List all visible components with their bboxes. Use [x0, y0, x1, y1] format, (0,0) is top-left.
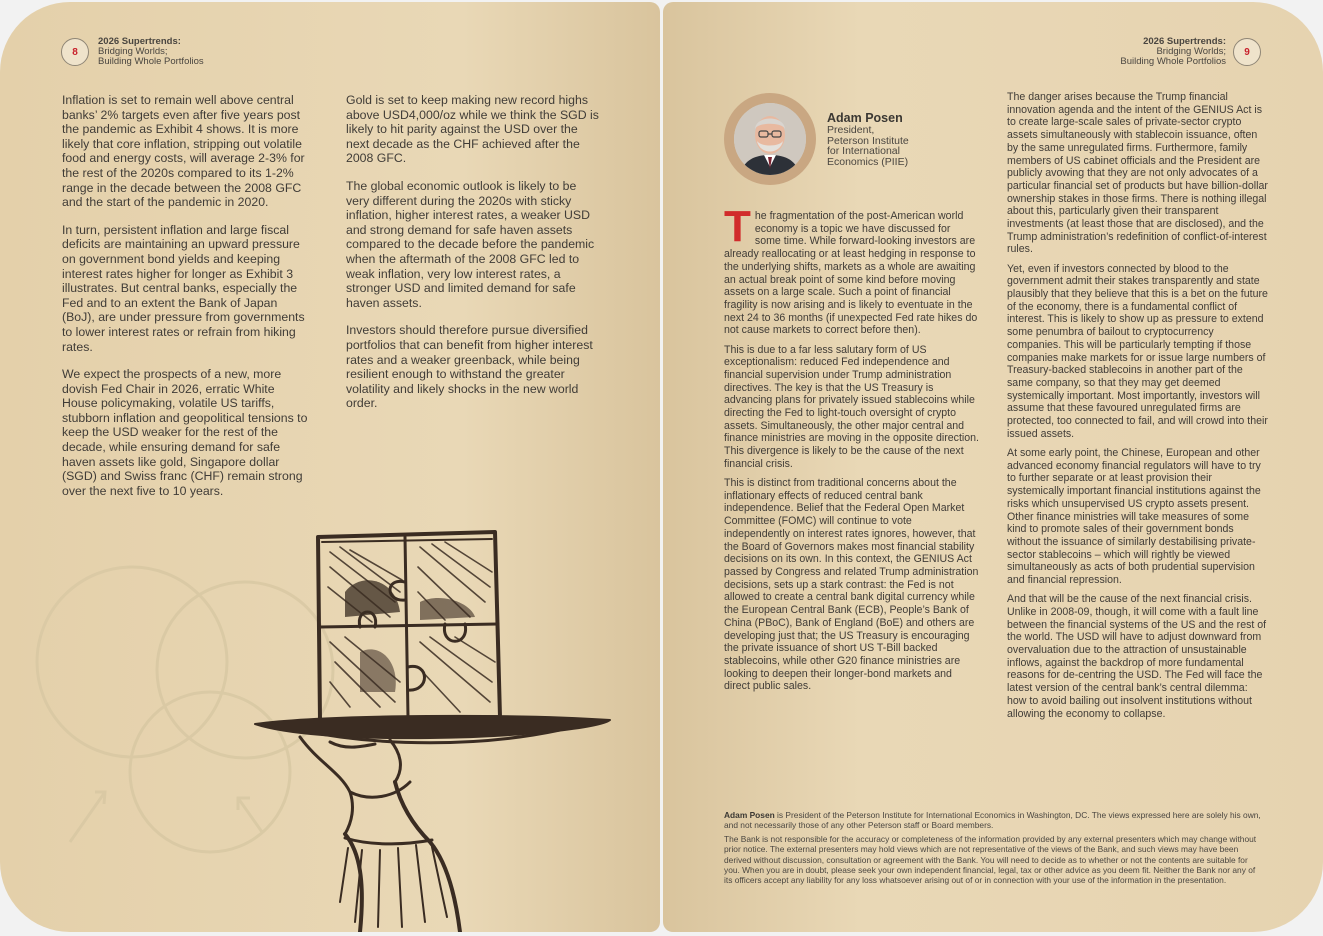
author-role-line: for International: [827, 145, 900, 157]
paragraph: Inflation is set to remain well above central banks’ 2% targets even after five years post the pandemic as Exhibit 4 shows. It is more likely that core inflation, stripping out volatile food and energy costs, will average 2-3% for the rest of the 2020s compared to its 1-2% range in the decade between the 2008 GFC and the start of the pandemic in 2020.: [62, 93, 305, 210]
author-role-line: Peterson Institute: [827, 134, 909, 147]
header-title: 2026 Supertrends:: [1143, 36, 1226, 47]
left-page: [0, 2, 660, 932]
paragraph: This is due to a far less salutary form of US exceptionalism: reduced Fed independence and financial supervision under Trump administration directives. The key is that the US Treasury is advancing plans for privately issued stablecoins while directing the Fed to light-touch oversight of crypto assets. Simultaneously, the other major central and finance ministries are moving in the opposite direction. This divergence is likely to be the cause of the next financial crisis.: [724, 343, 979, 470]
author-role-line: President,: [827, 124, 875, 136]
paragraph: [724, 202, 979, 337]
author-role: [827, 125, 909, 167]
page-number: 9: [1233, 38, 1261, 66]
drop-cap: T: [724, 202, 751, 251]
author-bio-name: Adam Posen: [724, 810, 775, 820]
header-line: Building Whole Portfolios: [98, 56, 204, 67]
disclaimer: The Bank is not responsible for the accuracy or completeness of the information provided by any external presenters which may change without prior notice. The external presenters may hold views which are not representative of the views of the Bank, and such views may have been derived without discussion, consultation or agreement with the Bank. You will need to decide as to whether or not the contents are suitable for you. When you are in doubt, please seek your own independent financial, legal, tax or other advice as you deem fit. Neither the Bank nor any of its officers accept any liability for any loss whatsoever arising out of or in connection with your use of the information in the presentation.: [724, 833, 1257, 886]
author-role-line: Economics (PIIE): [827, 155, 909, 168]
header-title: 2026 Supertrends:: [98, 36, 181, 47]
paragraph-text: he fragmentation of the post-American world economy is a topic we have discussed for some time. While forward-looking investors are already reallocating or at least hedging in response to the underlying shifts, markets as a whole are awaiting an actual break point of some kind before moving assets on a large scale. Such a point of financial fragility is now arising and is likely to eventuate in the next 24 to 36 months (if unexpected Fed rate hikes do not cause markets to correct before then).: [724, 210, 978, 337]
header-line: Bridging Worlds;: [1156, 46, 1226, 57]
person-icon: [734, 103, 806, 175]
author-name: Adam Posen: [827, 111, 903, 125]
article-column-2: [1007, 91, 1269, 727]
running-header: [98, 37, 204, 67]
author-bio: [724, 810, 1264, 831]
header-line: Building Whole Portfolios: [1120, 56, 1226, 67]
paragraph: Gold is set to keep making new record highs above USD4,000/oz while we think the SGD is likely to hit parity against the USD over the next decade as the CHF achieved after the 2008 GFC.: [346, 93, 599, 166]
paragraph: This is distinct from traditional concerns about the inflationary effects of reduced central bank independence. Belief that the Federal Open Market Committee (FOMC) will continue to vote independently on interest rates ignores, however, that the Board of Governors makes most financial stability decisions on its own. In this context, the GENIUS Act passed by Congress and related Trump administration decisions, sets up a stark contrast: the Fed is not allowed to create a central bank digital currency while the European Central Bank (ECB), People’s Bank of China (PBoC), Bank of England (BoE) and others are developing just that; the US Treasury is encouraging the private issuance of short US T-Bill backed stablecoins, while other G20 finance ministries are looking to deepen their longer-bond markets and direct public sales.: [724, 477, 979, 693]
paragraph: At some early point, the Chinese, European and other advanced economy financial regulators will have to try to further separate or at least provision their systemically important financial institutions against the risks which unsupervised US crypto assets present. Other finance ministries will take measures of some kind to promote sales of their government bonds without the issuance of similarly destabilising private-sector stablecoins – which will rightly be viewed simultaneously as acts of both prudential supervision and financial repression.: [1007, 446, 1261, 587]
paragraph: We expect the prospects of a new, more dovish Fed Chair in 2026, erratic White House policymaking, volatile US tariffs, stubborn inflation and geopolitical tensions to keep the USD weaker for the rest of the decade, while ensuring demand for safe haven assets like gold, Singapore dollar (SGD) and Swiss franc (CHF) remain strong over the next five to 10 years.: [62, 367, 308, 498]
article-column-1: [724, 202, 979, 700]
text-column-1: [62, 93, 312, 511]
page-number: 8: [61, 38, 89, 66]
author-portrait: [724, 93, 816, 185]
paragraph: The danger arises because the Trump financial innovation agenda and the intent of the GENIUS Act is to create large-scale sales of private-sector crypto assets simultaneously with stablecoin issuance, often by the same unregulated firms. Furthermore, family members of US cabinet officials and the President are publicly avowing that they are not only advocates of a particular financial set of products but have billion-dollar ownership stakes in those firms. There is nothing illegal about this, particularly given their transparent investments (at least those that are disclosed), and the Trump administration’s redefinition of conflict-of-interest rules.: [1007, 91, 1268, 256]
paragraph: Investors should therefore pursue diversified portfolios that can benefit from higher interest rates and a weaker greenback, while being resilient enough to withstand the greater volatility and likely shocks in the new world order.: [346, 323, 593, 411]
paragraph: The global economic outlook is likely to be very different during the 2020s with sticky inflation, higher interest rates, a weaker USD and strong demand for safe haven assets compared to the decade before the pandemic when the aftermath of the 2008 GFC led to weak inflation, very low interest rates, a stronger USD and limited demand for safe haven assets.: [346, 178, 595, 310]
footnote: [724, 810, 1264, 889]
header-line: Bridging Worlds;: [98, 46, 168, 57]
running-header: [1120, 37, 1226, 67]
paragraph: Yet, even if investors connected by blood to the government admit their stakes transparently and state plausibly that they believe that this is a bet on the future of the economy, there is a fundamental conflict of interest. This is likely to show up as pressure to extend some penumbra of bailout to cryptocurrency companies. This will be particularly tempting if those companies make markets for or issue large numbers of Treasury-backed stablecoins in another part of the same company, so that they may get deemed systemically important. Most importantly, investors will assume that these favoured unregulated firms are protected, too connected to fail, and will crowd into their issued assets.: [1007, 262, 1268, 440]
text-column-2: [346, 93, 600, 424]
paragraph: In turn, persistent inflation and large fiscal deficits are maintaining an upward pressure on government bond yields and keeping interest rates higher for longer as Exhibit 3 illustrates. But central banks, especially the Fed and to an extent the Bank of Japan (BoJ), are under pressure from governments to lower interest rates or refrain from hiking rates.: [62, 222, 305, 354]
author-bio-text: is President of the Peterson Institute for International Economics in Washington, DC. The views expressed here are solely his own, and not necessarily those of any other Peterson staff or Board members.: [724, 810, 1261, 831]
paragraph: And that will be the cause of the next financial crisis. Unlike in 2008-09, though, it will come with a fault line between the financial systems of the US and the rest of the world. The USD will have to adjust downward from overvaluation due to the attraction of unsustainable inflows, against the backdrop of more fundamental reasons for de-centring the USD. The Fed will face the latest version of the central bank’s central dilemma: how to avoid bailing out insolvent institutions without allowing the economy to collapse.: [1007, 593, 1267, 720]
